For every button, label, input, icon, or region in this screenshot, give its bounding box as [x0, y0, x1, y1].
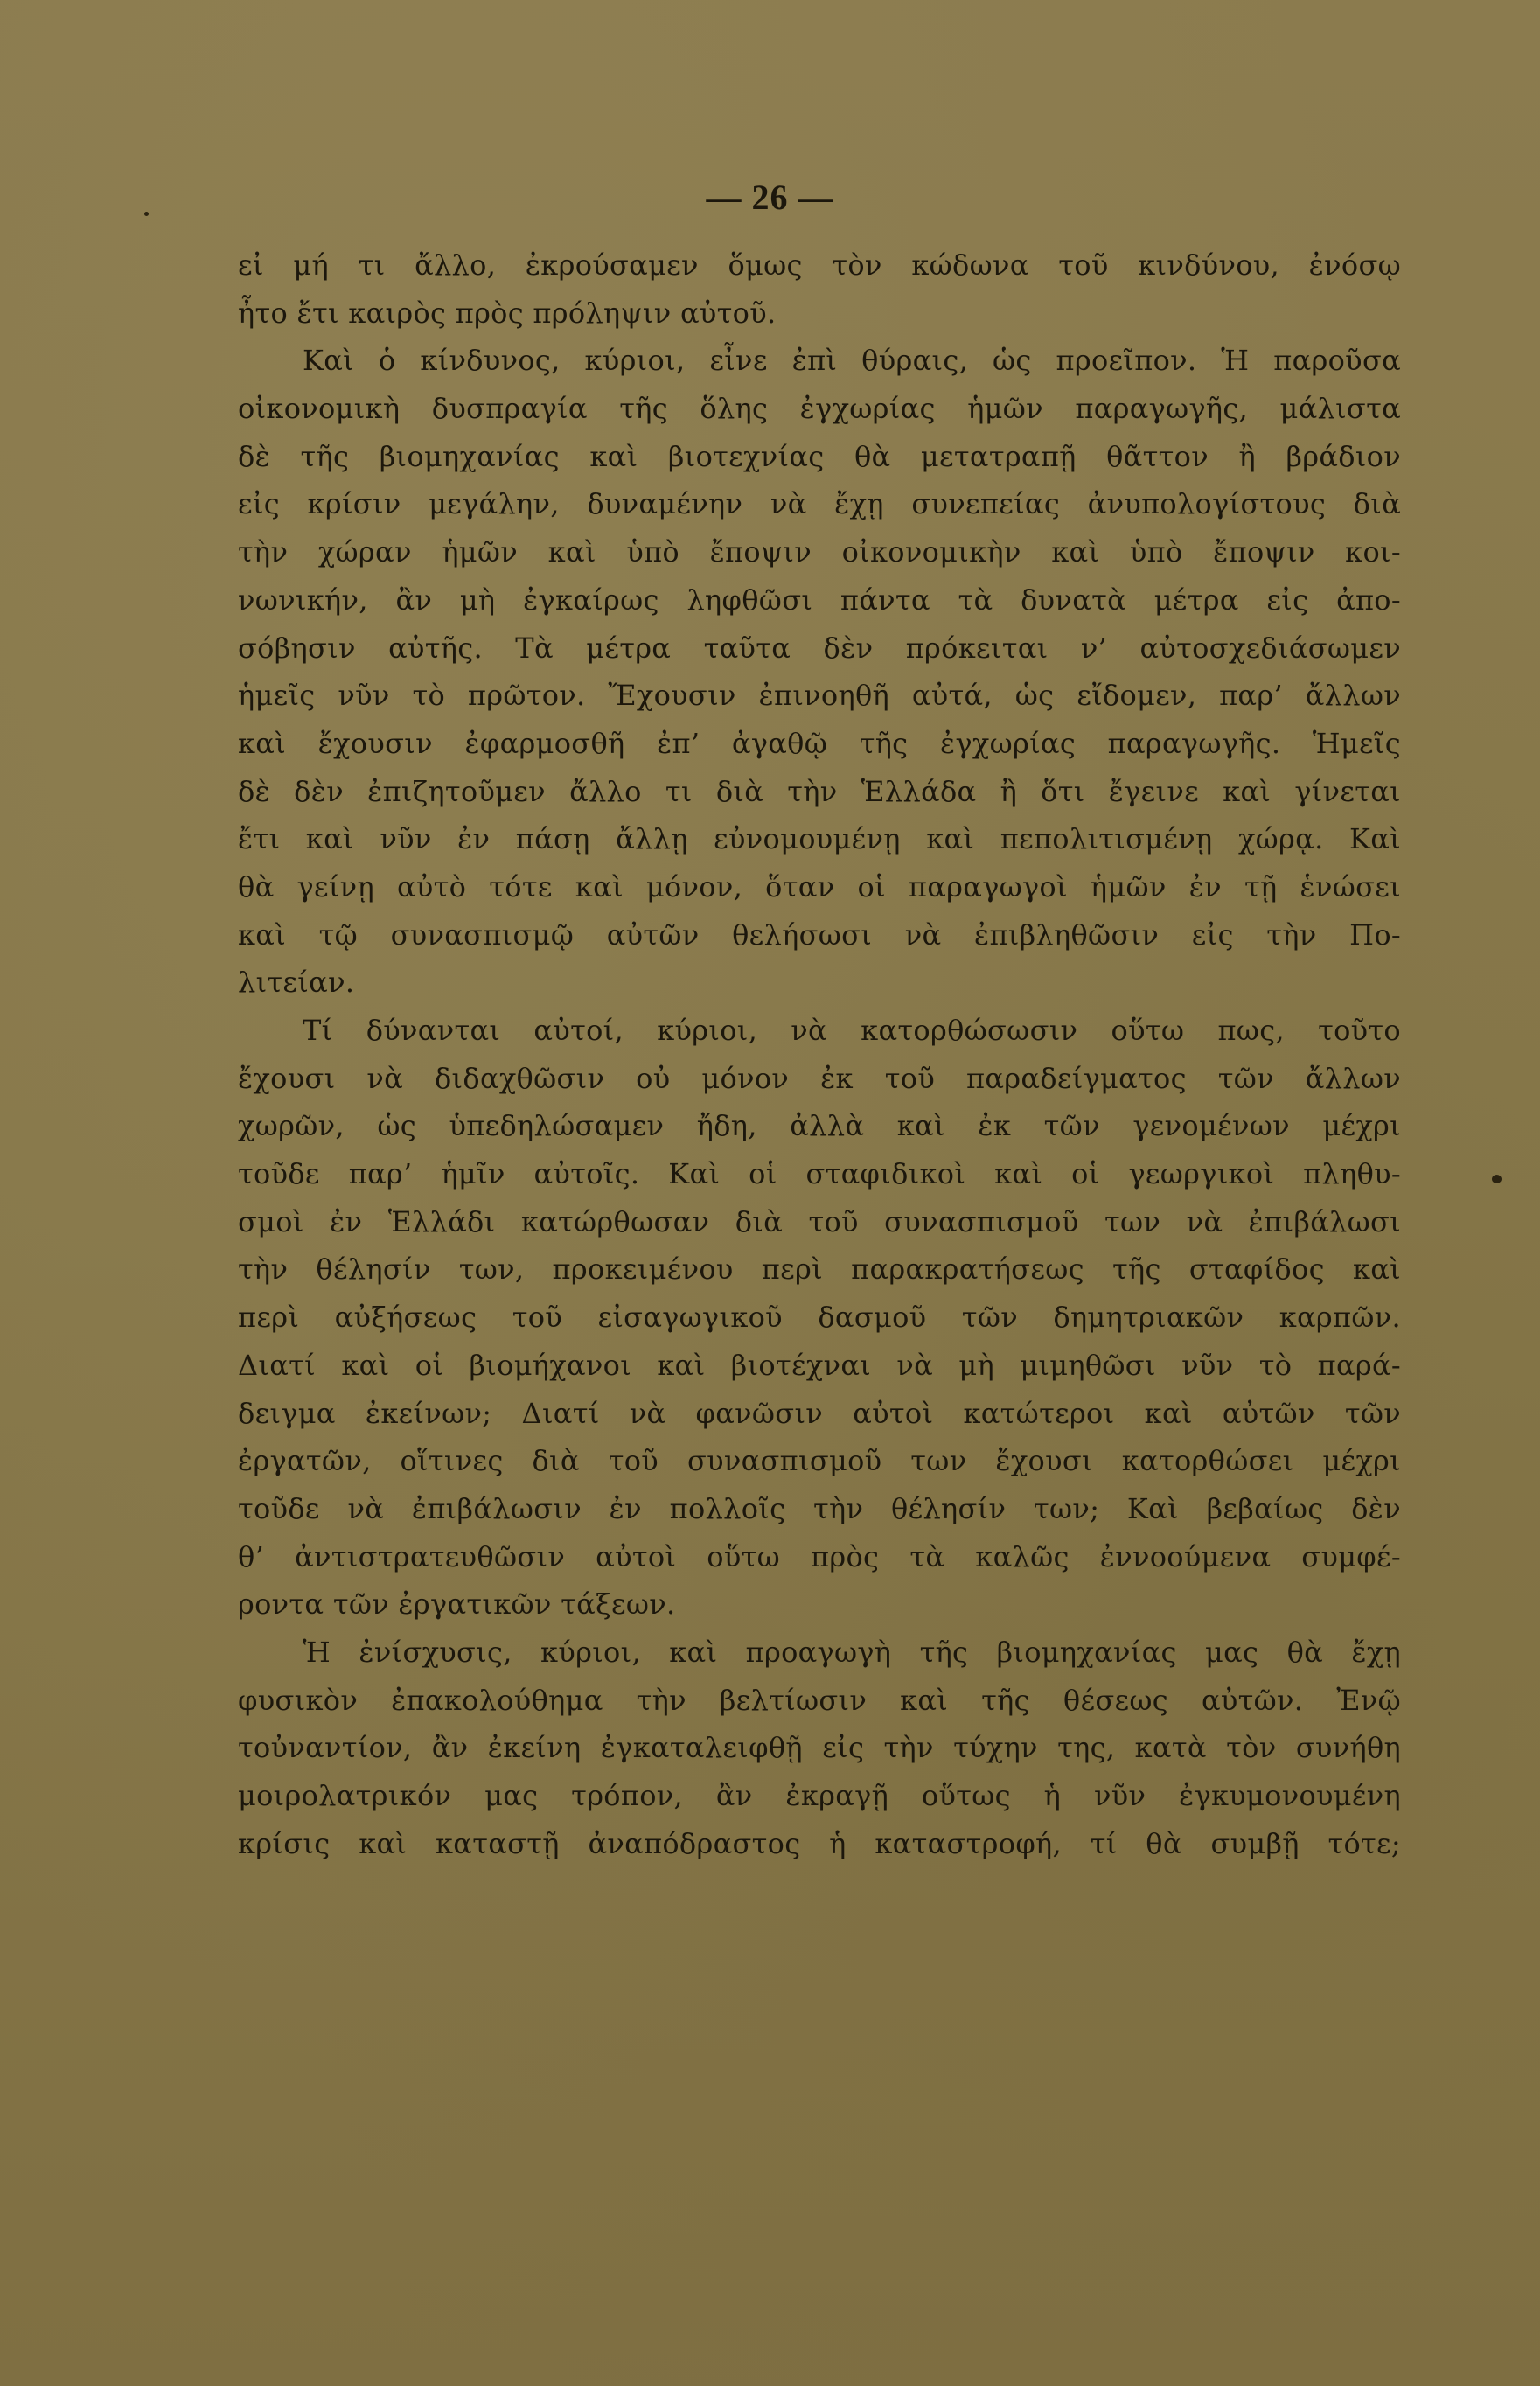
text-line: μοιρολατρικόν μας τρόπον, ἂν ἐκραγῇ οὕτως ἡ νῦν ἐγκυμονουμένη [238, 1779, 1401, 1812]
text-line: εἰς κρίσιν μεγάλην, δυναμένην νὰ ἔχῃ συνεπείας ἀνυπολογίστους διὰ [238, 487, 1401, 521]
text-line: τὴν θέλησίν των, προκειμένου περὶ παρακρατήσεως τῆς σταφίδος καὶ [238, 1252, 1401, 1287]
body-text [238, 241, 1401, 1867]
text-line: ἔτι καὶ νῦν ἐν πάσῃ ἄλλῃ εὐνομουμένῃ καὶ πεπολιτισμένῃ χώρᾳ. Καὶ [238, 822, 1401, 856]
text-line: δὲ τῆς βιομηχανίας καὶ βιοτεχνίας θὰ μετατραπῇ θᾶττον ἢ βράδιον [238, 439, 1401, 473]
text-line: ἐργατῶν, οἵτινες διὰ τοῦ συνασπισμοῦ των ἔχουσι κατορθώσει μέχρι [238, 1444, 1401, 1478]
text-line: ἡμεῖς νῦν τὸ πρῶτον. Ἔχουσιν ἐπινοηθῆ αὐτά, ὡς εἴδομεν, παρ’ ἄλλων [238, 679, 1401, 713]
text-line: Τί δύνανται αὐτοί, κύριοι, νὰ κατορθώσωσιν οὕτω πως, τοῦτο [303, 1014, 1401, 1047]
text-line: περὶ αὐξήσεως τοῦ εἰσαγωγικοῦ δασμοῦ τῶν δημητριακῶν καρπῶν. [238, 1301, 1401, 1335]
text-line: λιτείαν. [238, 966, 355, 1000]
text-line: δὲ δὲν ἐπιζητοῦμεν ἄλλο τι διὰ τὴν Ἑλλάδα ἢ ὅτι ἔγεινε καὶ γίνεται [238, 774, 1401, 808]
text-line: καὶ ἔχουσιν ἐφαρμοσθῆ ἐπ’ ἀγαθῷ τῆς ἐγχωρίας παραγωγῆς. Ἡμεῖς [238, 726, 1401, 760]
text-line: θὰ γείνῃ αὐτὸ τότε καὶ μόνον, ὅταν οἱ παραγωγοὶ ἡμῶν ἐν τῇ ἑνώσει [238, 869, 1401, 903]
text-line: θ’ ἀντιστρατευθῶσιν αὐτοὶ οὕτω πρὸς τὰ καλῶς ἐννοούμενα συμφέ- [238, 1539, 1401, 1573]
paper-speck [1492, 1175, 1502, 1183]
text-line: ροντα τῶν ἐργατικῶν τάξεων. [238, 1587, 676, 1622]
text-line: Διατί καὶ οἱ βιομήχανοι καὶ βιοτέχναι νὰ μὴ μιμηθῶσι νῦν τὸ παρά- [238, 1348, 1401, 1382]
text-line: Καὶ ὁ κίνδυνος, κύριοι, εἶνε ἐπὶ θύραις, ὡς προεῖπον. Ἡ παροῦσα [303, 344, 1401, 378]
text-line: τὴν χώραν ἡμῶν καὶ ὑπὸ ἔποψιν οἰκονομικὴν καὶ ὑπὸ ἔποψιν κοι- [238, 535, 1401, 569]
text-line: Ἡ ἐνίσχυσις, κύριοι, καὶ προαγωγὴ τῆς βιομηχανίας μας θὰ ἔχῃ [303, 1635, 1401, 1669]
page-number: — 26 — [706, 178, 834, 217]
text-line: καὶ τῷ συνασπισμῷ αὐτῶν θελήσωσι νὰ ἐπιβληθῶσιν εἰς τὴν Πο- [238, 917, 1401, 952]
text-line: σμοὶ ἐν Ἑλλάδι κατώρθωσαν διὰ τοῦ συνασπισμοῦ των νὰ ἐπιβάλωσι [238, 1204, 1401, 1238]
text-line: τοὐναντίον, ἂν ἐκείνη ἐγκαταλειφθῇ εἰς τὴν τύχην της, κατὰ τὸν συνήθη [238, 1731, 1401, 1765]
text-line: σόβησιν αὐτῆς. Τὰ μέτρα ταῦτα δὲν πρόκειται ν’ αὐτοσχεδιάσωμεν [238, 631, 1401, 665]
text-line: δειγμα ἐκείνων; Διατί νὰ φανῶσιν αὐτοὶ κατώτεροι καὶ αὐτῶν τῶν [238, 1396, 1401, 1430]
text-line: φυσικὸν ἐπακολούθημα τὴν βελτίωσιν καὶ τῆς θέσεως αὐτῶν. Ἐνῷ [238, 1683, 1401, 1717]
paper-speck [144, 212, 149, 216]
text-line: νωνικήν, ἂν μὴ ἐγκαίρως ληφθῶσι πάντα τὰ δυνατὰ μέτρα εἰς ἀπο- [238, 583, 1401, 617]
text-line: ἔχουσι νὰ διδαχθῶσιν οὐ μόνον ἐκ τοῦ παραδείγματος τῶν ἄλλων [238, 1061, 1401, 1095]
text-line: χωρῶν, ὡς ὑπεδηλώσαμεν ἤδη, ἀλλὰ καὶ ἐκ τῶν γενομένων μέχρι [238, 1109, 1401, 1143]
text-line: οἰκονομικὴ δυσπραγία τῆς ὅλης ἐγχωρίας ἡμῶν παραγωγῆς, μάλιστα [238, 392, 1401, 426]
text-line: ἦτο ἔτι καιρὸς πρὸς πρόληψιν αὐτοῦ. [238, 296, 777, 330]
text-line: τοῦδε παρ’ ἡμῖν αὐτοῖς. Καὶ οἱ σταφιδικοὶ καὶ οἱ γεωργικοὶ πληθυ- [238, 1157, 1401, 1191]
text-line: εἰ μή τι ἄλλο, ἐκρούσαμεν ὅμως τὸν κώδωνα τοῦ κινδύνου, ἐνόσῳ [238, 248, 1401, 282]
text-line: κρίσις καὶ καταστῇ ἀναπόδραστος ἡ καταστροφή, τί θὰ συμβῇ τότε; [238, 1826, 1401, 1860]
text-line: τοῦδε νὰ ἐπιβάλωσιν ἐν πολλοῖς τὴν θέλησίν των; Καὶ βεβαίως δὲν [238, 1491, 1401, 1525]
